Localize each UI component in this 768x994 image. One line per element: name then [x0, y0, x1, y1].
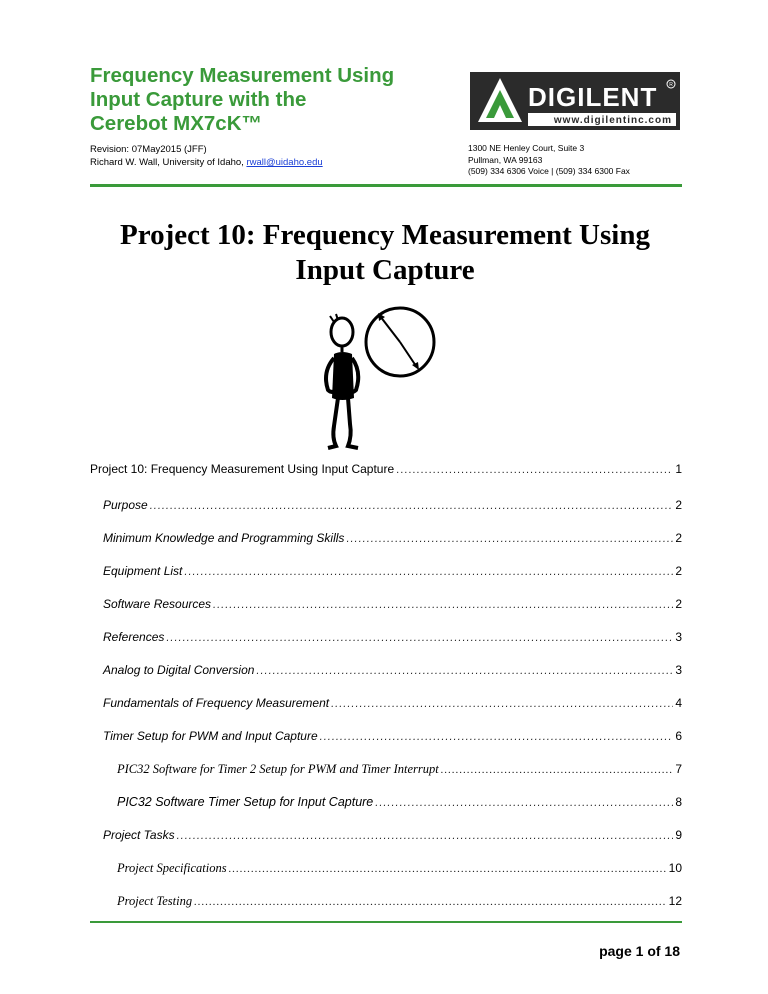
toc-entry-software-resources[interactable]: [103, 597, 682, 611]
toc-entry-project-specifications[interactable]: [117, 861, 682, 876]
toc-leader: [441, 764, 674, 776]
toc-entry-label: Minimum Knowledge and Programming Skills: [103, 531, 345, 545]
toc-entry-equipment-list[interactable]: [103, 564, 682, 578]
document-title: [80, 218, 690, 288]
toc-entry-page: 9: [675, 828, 682, 842]
header-title-line-3: Cerebot MX7cK™: [90, 112, 263, 135]
toc-entry-timer-setup[interactable]: [103, 729, 682, 743]
toc-leader: [213, 599, 673, 611]
toc-entry-page: 2: [675, 597, 682, 611]
toc-leader: [177, 830, 674, 842]
page-number: page 1 of 18: [599, 943, 680, 959]
header-title: [90, 64, 450, 136]
toc-entry-page: 2: [675, 564, 682, 578]
toc-entry-page: 1: [675, 462, 682, 476]
toc-entry-project-10[interactable]: [90, 462, 682, 476]
document-title-line-1: Project 10: Frequency Measurement Using: [120, 219, 650, 251]
author-text: Richard W. Wall, University of Idaho,: [90, 157, 247, 168]
toc-leader: [346, 533, 673, 545]
toc-entry-fundamentals[interactable]: [103, 696, 682, 710]
revision-block: [90, 143, 323, 169]
toc-entry-purpose[interactable]: [103, 498, 682, 512]
address-block: [468, 143, 630, 178]
toc-entry-references[interactable]: [103, 630, 682, 644]
toc-entry-label: Timer Setup for PWM and Input Capture: [103, 729, 318, 743]
toc-entry-label: Purpose: [103, 498, 148, 512]
svg-text:R: R: [669, 82, 673, 89]
toc-entry-minimum-knowledge[interactable]: [103, 531, 682, 545]
toc-entry-pic32-input-capture[interactable]: [117, 795, 682, 809]
document-title-line-2: Input Capture: [295, 254, 475, 286]
toc-entry-label: Fundamentals of Frequency Measurement: [103, 696, 330, 710]
logo-url: www.digilentinc.com: [553, 115, 672, 126]
header-title-line-1: Frequency Measurement Using: [90, 64, 395, 87]
toc-leader: [184, 566, 673, 578]
toc-leader: [229, 863, 667, 875]
toc-entry-label: Equipment List: [103, 564, 183, 578]
header-divider: [90, 184, 682, 187]
toc-entry-page: 3: [675, 663, 682, 677]
toc-entry-project-tasks[interactable]: [103, 828, 682, 842]
toc-entry-label: Project 10: Frequency Measurement Using Input Capture: [90, 462, 395, 476]
footer-divider: [90, 921, 682, 923]
toc-leader: [375, 797, 673, 809]
toc-entry-page: 10: [668, 861, 682, 875]
toc-entry-label: PIC32 Software Timer Setup for Input Capture: [117, 795, 374, 809]
toc-entry-page: 6: [675, 729, 682, 743]
digilent-logo: [470, 72, 680, 130]
stick-figure-clock-illustration: [312, 302, 452, 454]
toc-leader: [331, 698, 673, 710]
toc-entry-analog-to-digital[interactable]: [103, 663, 682, 677]
toc-entry-page: 4: [675, 696, 682, 710]
toc-entry-label: Software Resources: [103, 597, 212, 611]
toc-entry-label: Project Tasks: [103, 828, 175, 842]
toc-entry-pic32-timer2[interactable]: [117, 762, 682, 777]
toc-leader: [166, 632, 673, 644]
toc-entry-page: 2: [675, 531, 682, 545]
revision-text: Revision: 07May2015 (JFF): [90, 144, 207, 155]
toc-leader: [150, 500, 674, 512]
author-email-link[interactable]: rwall@uidaho.edu: [246, 157, 323, 168]
address-line-1: 1300 NE Henley Court, Suite 3: [468, 143, 585, 153]
toc-entry-project-testing[interactable]: [117, 894, 682, 909]
toc-entry-label: Project Specifications: [117, 861, 227, 875]
author-line: [90, 156, 323, 169]
toc-leader: [256, 665, 673, 677]
toc-entry-label: References: [103, 630, 165, 644]
toc-entry-page: 8: [675, 795, 682, 809]
toc-entry-page: 12: [668, 894, 682, 908]
toc-entry-page: 2: [675, 498, 682, 512]
toc-leader: [194, 896, 667, 908]
header-title-line-2: Input Capture with the: [90, 88, 307, 111]
address-line-3: (509) 334 6306 Voice | (509) 334 6300 Fax: [468, 166, 630, 176]
toc-entry-label: Analog to Digital Conversion: [103, 663, 255, 677]
toc-entry-label: Project Testing: [117, 894, 193, 908]
toc-leader: [320, 731, 674, 743]
toc-entry-page: 7: [675, 762, 682, 776]
address-line-2: Pullman, WA 99163: [468, 154, 543, 165]
toc-leader: [396, 464, 673, 476]
toc-entry-label: PIC32 Software for Timer 2 Setup for PWM and Timer Interrupt: [117, 762, 439, 776]
toc-entry-page: 3: [675, 630, 682, 644]
logo-wordmark: DIGILENT: [528, 82, 658, 112]
